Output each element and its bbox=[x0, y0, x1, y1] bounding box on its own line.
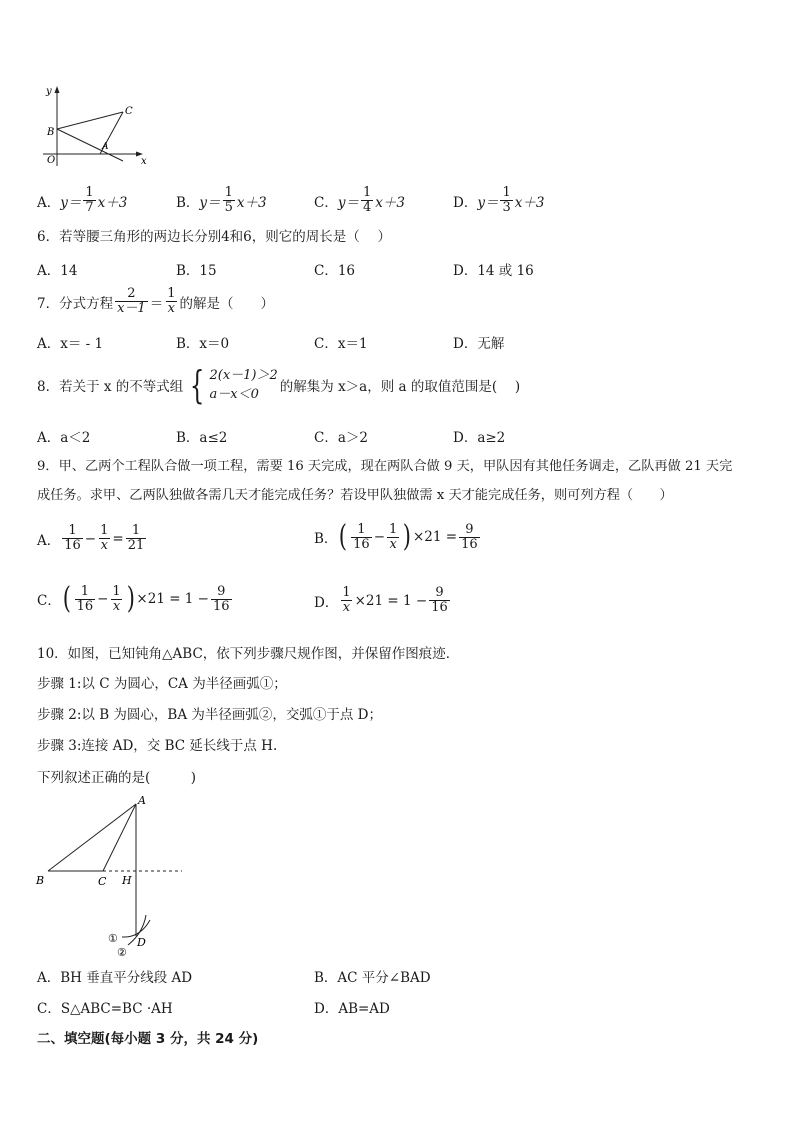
fraction: $\frac{1}{x}$ bbox=[342, 585, 351, 615]
q6-option-c[interactable]: C．16 bbox=[314, 263, 356, 279]
fraction: $\frac{1}{16}$ bbox=[353, 521, 370, 552]
q7-option-a[interactable]: A．x＝ - 1 bbox=[37, 336, 104, 352]
q10-ask: 下列叙述正确的是( ) bbox=[37, 770, 197, 786]
point-c-label: C bbox=[98, 875, 107, 888]
fraction: $\frac{2}{x-1}$ bbox=[117, 286, 146, 316]
x-axis-label: x bbox=[141, 156, 147, 167]
fraction: $\frac{1}{4}$ bbox=[362, 185, 372, 215]
arc-2-label: ② bbox=[117, 946, 127, 959]
fraction: $\frac{9}{16}$ bbox=[461, 521, 478, 552]
point-h-label: H bbox=[122, 874, 132, 887]
q10-option-b[interactable]: B．AC 平分∠BAD bbox=[314, 970, 431, 986]
q7-option-d[interactable]: D．无解 bbox=[453, 336, 505, 352]
q8-stem: 8．若关于 x 的不等式组 { 2(x－1)＞2 a－x＜0 的解集为 x＞a，则 a 的取值范围是( ) bbox=[37, 363, 521, 407]
y-axis-label: y bbox=[46, 86, 52, 97]
q8-option-d[interactable]: D．a≥2 bbox=[453, 430, 506, 446]
q5-option-d[interactable]: D． y＝ $\frac{1}{3}$ x＋3 bbox=[453, 185, 545, 215]
q6-option-b[interactable]: B．15 bbox=[176, 263, 217, 279]
point-a-label: A bbox=[102, 142, 109, 152]
fraction: $\frac{1}{x}$ bbox=[167, 286, 176, 316]
q10-option-d[interactable]: D．AB=AD bbox=[314, 1001, 390, 1017]
point-a-label: A bbox=[138, 794, 146, 807]
point-b-label: B bbox=[36, 874, 45, 887]
q8-option-b[interactable]: B．a≤2 bbox=[176, 430, 228, 446]
inequality-system: { 2(x－1)＞2 a－x＜0 bbox=[190, 363, 278, 407]
fraction: $\frac{1}{5}$ bbox=[224, 185, 233, 215]
q8-option-c[interactable]: C．a＞2 bbox=[314, 430, 368, 446]
q7-stem: 7．分式方程 $\frac{2}{x-1}$ ＝ $\frac{1}{x}$ 的解是（ ） bbox=[37, 286, 274, 316]
q9-option-b[interactable]: B． ( $\frac{1}{16}$ − $\frac{1}{x}$ ) ×21 = $\frac{9}{16}$ bbox=[314, 519, 478, 554]
q5-coordinate-figure bbox=[35, 84, 150, 174]
origin-label: O bbox=[47, 155, 56, 166]
fraction: $\frac{1}{16}$ bbox=[76, 583, 94, 614]
q9-stem-line2: 成任务。求甲、乙两队独做各需几天才能完成任务？若设甲队独做需 x 天才能完成任务，则可列方程（ ） bbox=[37, 488, 673, 503]
q7-option-c[interactable]: C．x＝1 bbox=[314, 336, 368, 352]
q8-option-a[interactable]: A．a＜2 bbox=[37, 430, 91, 446]
q7-option-b[interactable]: B．x＝0 bbox=[176, 336, 230, 352]
q5-option-a[interactable]: A． y＝ $\frac{1}{7}$ x＋3 bbox=[37, 185, 128, 215]
fraction: $\frac{1}{x}$ bbox=[389, 521, 398, 552]
fraction: $\frac{1}{x}$ bbox=[112, 583, 121, 614]
q9-option-d[interactable]: D． $\frac{1}{x}$ ×21 = 1 − $\frac{9}{16}$ bbox=[314, 585, 448, 615]
q9-option-a[interactable]: A． $\frac{1}{16}$ − $\frac{1}{x}$ = $\frac{1}{21}$ bbox=[37, 523, 145, 553]
q5-option-b[interactable]: B． y＝ $\frac{1}{5}$ x＋3 bbox=[176, 185, 267, 215]
arc-1-label: ① bbox=[108, 932, 118, 945]
q10-step2: 步骤 2:以 B 为圆心，BA 为半径画弧②，交弧①于点 D； bbox=[37, 707, 383, 723]
q10-construction-figure bbox=[30, 790, 200, 962]
q6-option-a[interactable]: A．14 bbox=[37, 263, 78, 279]
point-c-label: C bbox=[125, 106, 133, 117]
q9-option-c[interactable]: C． ( $\frac{1}{16}$ − $\frac{1}{x}$ ) ×21 = 1 − $\frac{9}{16}$ bbox=[37, 581, 230, 616]
fraction: $\frac{1}{x}$ bbox=[100, 523, 109, 553]
q10-step3: 步骤 3:连接 AD，交 BC 延长线于点 H. bbox=[37, 738, 278, 754]
section-heading-fill-in: 二、填空题(每小题 3 分，共 24 分) bbox=[37, 1031, 259, 1047]
fraction: $\frac{1}{3}$ bbox=[502, 185, 511, 215]
point-d-label: D bbox=[137, 936, 146, 949]
q5-option-c[interactable]: C． y＝ $\frac{1}{4}$ x＋3 bbox=[314, 185, 405, 215]
fraction: $\frac{9}{16}$ bbox=[213, 583, 230, 614]
q6-stem: 6．若等腰三角形的两边长分别4和6，则它的周长是（ ） bbox=[37, 229, 392, 245]
fraction: $\frac{9}{16}$ bbox=[431, 585, 448, 615]
fraction: $\frac{1}{16}$ bbox=[64, 523, 81, 553]
q6-option-d[interactable]: D．14 或 16 bbox=[453, 263, 534, 279]
fraction: $\frac{1}{7}$ bbox=[85, 185, 94, 215]
q10-stem: 10．如图，已知钝角△ABC，依下列步骤尺规作图，并保留作图痕迹． bbox=[37, 646, 460, 662]
q10-option-a[interactable]: A．BH 垂直平分线段 AD bbox=[37, 970, 193, 986]
point-b-label: B bbox=[47, 127, 55, 138]
q10-step1: 步骤 1:以 C 为圆心，CA 为半径画弧①； bbox=[37, 676, 287, 692]
q9-stem-line1: 9．甲、乙两个工程队合做一项工程，需要 16 天完成，现在两队合做 9 天，甲队因有其他任务调走，乙队再做 21 天完 bbox=[37, 459, 733, 474]
q10-option-c[interactable]: C．S△ABC=BC ·AH bbox=[37, 1001, 173, 1017]
fraction: $\frac{1}{21}$ bbox=[127, 523, 145, 553]
